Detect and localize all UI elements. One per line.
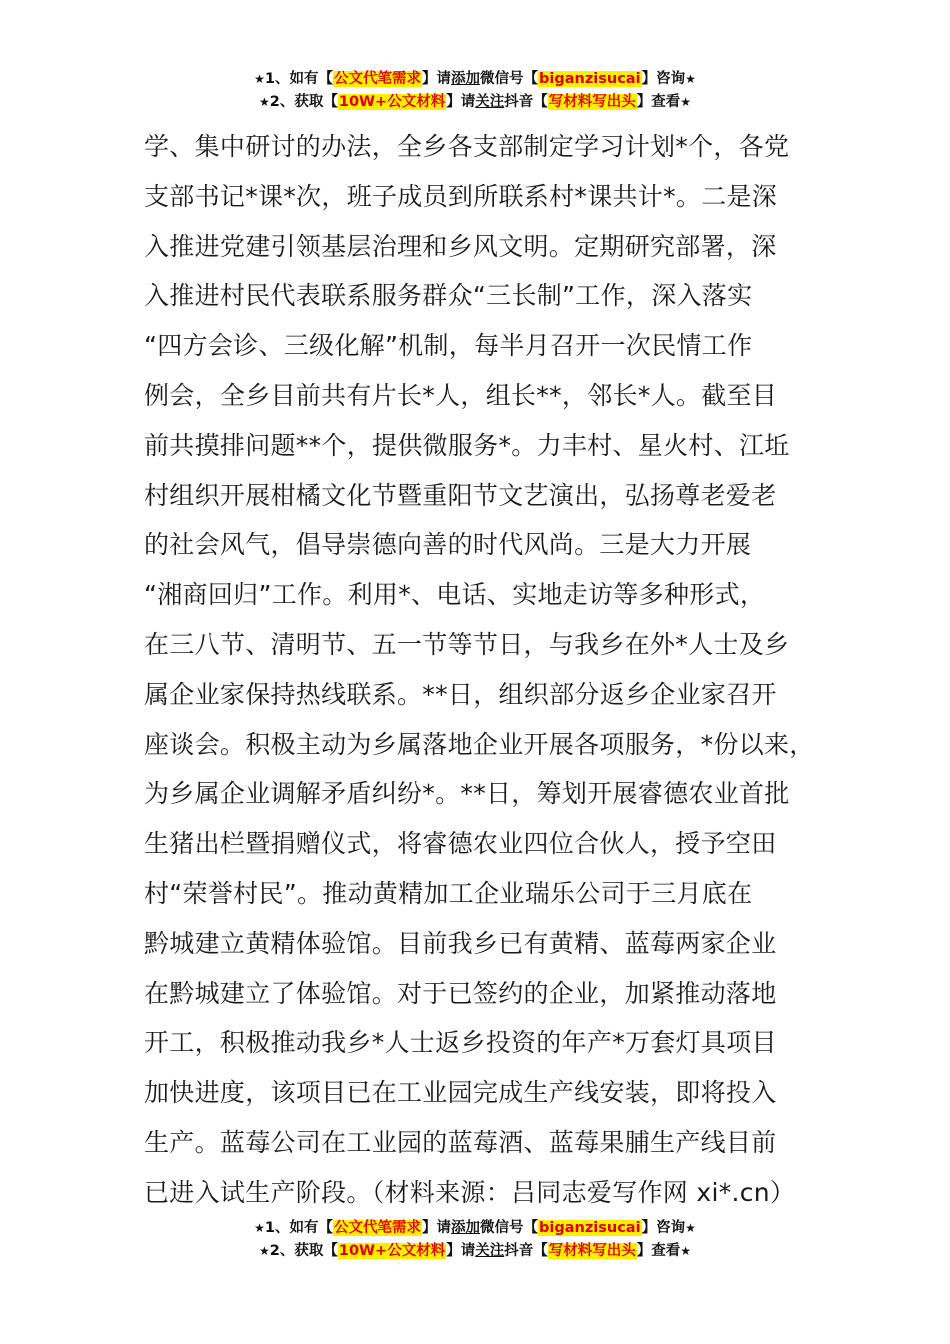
banner-text: 】查看 — [636, 94, 681, 110]
body-line: 支部书记*课*次，班子成员到所联系村*课共计*。二是深 — [144, 181, 778, 211]
body-line: 前共摸排问题**个，提供微服务*。力丰村、星火村、江坵 — [144, 430, 790, 460]
highlight-wechat-id: biganzisucai — [539, 1220, 641, 1236]
star-icon: ★ — [259, 95, 270, 109]
body-line: 例会，全乡目前共有片长*人，组长**，邻长*人。截至目 — [144, 380, 778, 410]
body-line: 黔城建立黄精体验馆。目前我乡已有黄精、蓝莓两家企业 — [144, 928, 777, 958]
body-line: “湘商回归”工作。利用*、电话、实地走访等多种形式， — [144, 580, 766, 610]
body-line: 生产。蓝莓公司在工业园的蓝莓酒、蓝莓果脯生产线目前 — [144, 1127, 777, 1157]
banner-text: 抖音【 — [504, 94, 548, 110]
highlight-service: 公文代笔需求 — [334, 71, 422, 87]
banner-text: 抖音【 — [504, 1243, 548, 1259]
body-line: 为乡属企业调解矛盾纠纷*。**日，筹划开展睿德农业首批 — [144, 779, 790, 809]
banner-text: 2、获取【 — [269, 94, 338, 110]
body-line: 开工，积极推动我乡*人士返乡投资的年产*万套灯具项目 — [144, 1028, 777, 1058]
banner-text: 1、如有【 — [264, 1220, 334, 1236]
body-line: 在三八节、清明节、五一节等节日，与我乡在外*人士及乡 — [144, 629, 790, 659]
body-line: 座谈会。积极主动为乡属落地企业开展各项服务，*份以来， — [144, 729, 815, 759]
body-line: 加快进度，该项目已在工业园完成生产线安装，即将投入 — [144, 1078, 777, 1108]
banner-line-1 — [0, 1217, 950, 1240]
bottom-banner — [0, 1217, 950, 1263]
banner-line-2 — [0, 1240, 950, 1263]
highlight-materials: 10W+公文材料 — [338, 1243, 446, 1259]
highlight-douyin-account: 写材料写出头 — [548, 94, 636, 110]
star-icon: ★ — [254, 72, 265, 86]
body-line: 已进入试生产阶段。（材料来源：吕同志爱写作网 xi*.cn） — [144, 1177, 796, 1207]
banner-text: 】请 — [422, 1220, 452, 1236]
highlight-wechat-id: biganzisucai — [539, 71, 641, 87]
emphasis-text: 添加 — [451, 1220, 481, 1236]
banner-line-2 — [0, 91, 950, 114]
banner-text: 】咨询 — [641, 1220, 686, 1236]
emphasis-text: 关注 — [475, 1243, 505, 1259]
banner-text: 2、获取【 — [269, 1243, 338, 1259]
highlight-service: 公文代笔需求 — [334, 1220, 422, 1236]
body-line: “四方会诊、三级化解”机制，每半月召开一次民情工作 — [144, 331, 753, 361]
star-icon: ★ — [680, 95, 691, 109]
banner-text: 】请 — [422, 71, 452, 87]
body-line: 属企业家保持热线联系。**日，组织部分返乡企业家召开 — [144, 679, 777, 709]
body-line: 学、集中研讨的办法，全乡各支部制定学习计划*个，各党 — [144, 132, 790, 161]
banner-text: 微信号【 — [480, 71, 539, 87]
banner-text: 微信号【 — [480, 1220, 539, 1236]
body-line: 村“荣誉村民”。推动黄精加工企业瑞乐公司于三月底在 — [144, 878, 753, 908]
document-body — [144, 122, 824, 1218]
star-icon: ★ — [685, 1221, 696, 1235]
body-line: 的社会风气，倡导崇德向善的时代风尚。三是大力开展 — [144, 530, 752, 560]
banner-text: 1、如有【 — [264, 71, 334, 87]
body-line: 村组织开展柑橘文化节暨重阳节文艺演出，弘扬尊老爱老 — [144, 480, 777, 510]
star-icon: ★ — [259, 1244, 270, 1258]
banner-text: 】请 — [446, 1243, 476, 1259]
body-line: 生猪出栏暨捐赠仪式，将睿德农业四位合伙人，授予空田 — [144, 829, 777, 859]
banner-text: 】请 — [446, 94, 476, 110]
top-banner — [0, 68, 950, 114]
body-line: 入推进村民代表联系服务群众“三长制”工作，深入落实 — [144, 281, 753, 311]
banner-line-1 — [0, 68, 950, 91]
banner-text: 】咨询 — [641, 71, 686, 87]
star-icon: ★ — [685, 72, 696, 86]
banner-text: 】查看 — [636, 1243, 681, 1259]
star-icon: ★ — [680, 1244, 691, 1258]
emphasis-text: 关注 — [475, 94, 505, 110]
highlight-douyin-account: 写材料写出头 — [548, 1243, 636, 1259]
emphasis-text: 添加 — [451, 71, 481, 87]
body-line: 入推进党建引领基层治理和乡风文明。定期研究部署，深 — [144, 231, 777, 261]
star-icon: ★ — [254, 1221, 265, 1235]
highlight-materials: 10W+公文材料 — [338, 94, 446, 110]
body-line: 在黔城建立了体验馆。对于已签约的企业，加紧推动落地 — [144, 978, 777, 1008]
